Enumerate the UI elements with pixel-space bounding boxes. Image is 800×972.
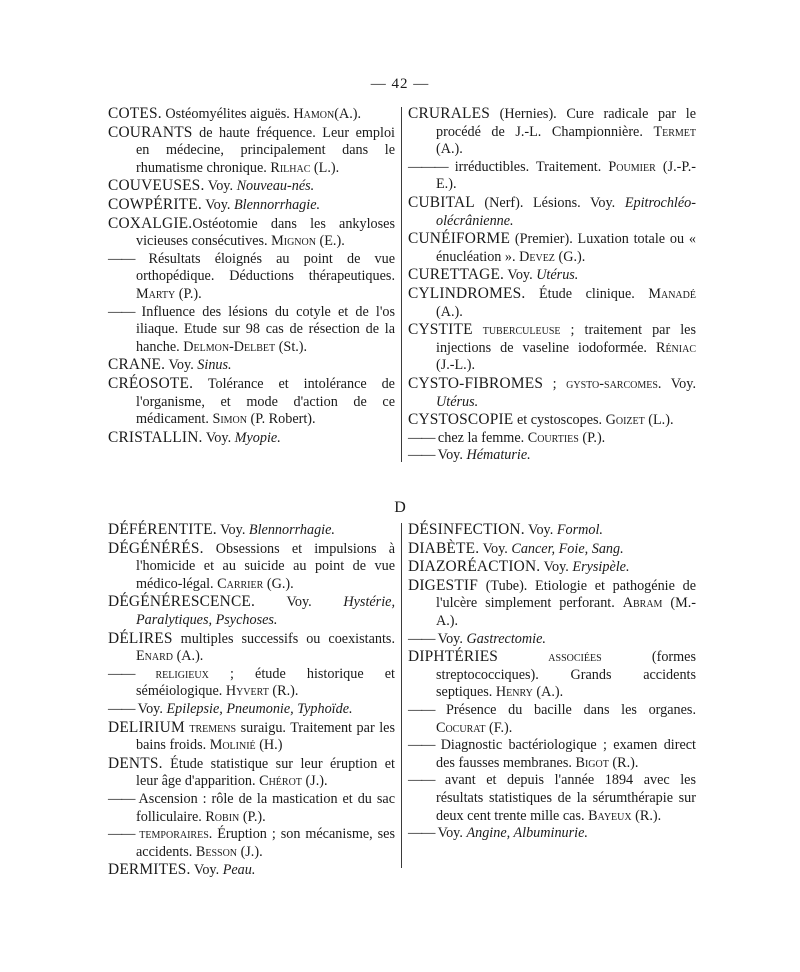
author-name: Termet [653,123,696,140]
entry-heading: DÉGÉNÉRESCENCE. [108,593,256,611]
author-name: Rilhac [270,159,311,176]
author-name: Manadé [648,285,696,302]
author-name: Marty [136,285,176,302]
index-column-left [108,521,395,880]
cross-reference: Cancer, Foie, Sang. [511,540,624,557]
entry-text: de haute fréquence. Leur emploi en médecine, principalement dans le rhumatisme chronique. [136,124,395,176]
index-entry [408,648,696,702]
column-divider [401,523,402,868]
column-divider [401,107,402,462]
author-name: Goizet [605,412,645,429]
repeat-dash: —— [408,701,435,718]
author-name: Mignon [271,233,316,250]
author-name: Besson [195,843,238,860]
repeat-dash: —— [108,303,135,320]
repeat-dash: —— [408,429,435,446]
index-entry [108,719,395,755]
cross-reference: Myopie. [234,429,281,446]
entry-text: (P.). [175,285,202,302]
cross-reference: Angine, Albuminurie. [466,825,588,842]
entry-heading: COXALGIE. [108,214,193,232]
author-name: Simon [212,411,247,428]
author-name: Henry [495,684,533,701]
entry-heading: CYLINDROMES. [408,284,526,302]
entry-heading: DERMITES. [108,861,191,879]
index-column-left [108,105,395,447]
entry-text: (G.). [554,248,586,265]
entry-text: (H.) [255,737,283,754]
cross-reference: Hystérie, Paralytiques, Psychoses. [136,594,395,628]
entry-text: Voy. [216,522,249,538]
index-entry [108,251,395,304]
entry-text: (Hernies). Cure radicale par le procédé de J.-L. Championnière. [436,106,696,140]
index-entry [108,124,395,178]
author-name: Réniac [655,339,696,356]
repeat-dash: ——— [408,158,448,175]
author-name: Molinié [209,737,256,754]
section-letter-heading: D [394,499,406,516]
entry-text: Voy. [255,594,344,611]
index-entry [408,266,696,285]
author-name: Hamon [293,106,335,122]
entry-text: Voy. [504,267,537,284]
entry-text: (J.). [237,843,263,860]
entry-text: Voy. [540,559,573,576]
entry-heading: CRURALES [408,105,490,122]
entry-heading: COWPÉRITE. [108,195,202,213]
author-name: religieux [134,665,209,682]
entry-text: (Tube). Etiologie et pathogénie de l'ulcère simplement perforant. [436,577,696,612]
entry-text: (A.). [173,648,204,665]
entry-heading: DIAZORÉACTION. [408,558,541,576]
index-entry [108,755,395,791]
entry-text: (formes streptococciques). Grands accidents septiques. [436,649,696,701]
entry-heading: DÉSINFECTION. [408,521,525,538]
entry-text: et cystoscopes. [513,412,606,429]
entry-text: (A.). [334,106,362,122]
index-entry [408,430,696,448]
entry-text: (G.). [263,575,294,592]
repeat-dash: —— [408,772,435,789]
entry-text: (J.-P.-E.). [436,158,696,193]
entry-text: irréductibles. Traitement. [447,158,609,175]
repeat-dash: —— [408,737,435,754]
entry-text: Tolérance et intolérance de l'organisme, et mode d'action de ce médicament. [136,375,395,428]
index-entry [108,826,395,861]
index-entry [408,772,696,825]
entry-heading: CRÉOSOTE. [108,374,194,392]
index-entry [408,702,696,737]
cross-reference: Formol. [556,522,603,538]
author-name: Chérot [259,773,302,790]
cross-reference: Epitrochléo-olécrânienne. [436,194,696,229]
entry-text: (J.-L.). [436,357,476,374]
cross-reference: Sinus. [197,357,232,374]
entry-heading: CYSTITE [408,321,473,339]
entry-heading: COURANTS [108,123,193,141]
entry-text: (E.). [315,233,345,250]
entry-text: (P. Robert). [247,411,316,428]
entry-heading: DÉLIRES [108,629,173,647]
entry-text: (R.). [268,683,299,700]
index-column-right [408,521,696,843]
entry-text: Ascension : rôle de la mastication et du sac folliculaire. [134,790,395,825]
repeat-dash: —— [108,250,135,267]
author-name: tuberculeuse [472,322,561,339]
index-entry [108,861,395,880]
entry-heading: CYSTOSCOPIE [408,411,514,429]
index-entry [408,825,696,843]
index-entry [108,356,395,375]
entry-text: Voy. [165,357,198,374]
entry-text: Voy. [479,540,512,557]
index-entry [108,791,395,826]
author-name: Bayeux [588,807,632,824]
index-entry [408,321,696,375]
index-entry [108,375,395,429]
entry-text: Ostéomyélites aiguës. [161,106,294,122]
entry-text: Influence des lésions du cotyle et de l'os iliaque. Etude sur 98 cas de résection de la hanche. [134,303,395,355]
entry-text: ; traitement par les injections de vaseline iodoformée. [436,322,696,356]
index-column-right [408,105,696,465]
entry-heading: CURETTAGE. [408,266,505,284]
entry-text: (P.). [578,429,606,446]
entry-heading: CUNÉIFORME [408,230,511,248]
page-number: — 42 — [370,76,430,92]
repeat-dash: —— [108,790,135,807]
entry-text: Voy. [190,862,223,879]
index-entry [408,447,696,465]
author-name: Poumier [608,158,656,175]
index-entry [108,593,395,629]
index-entry [108,540,395,594]
entry-heading: DIGESTIF [408,576,479,594]
author-name: gysto-sarcomes. [566,375,662,392]
entry-text: (M.-A.). [436,595,696,629]
entry-text: (Premier). Luxation totale ou « énucléation ». [436,231,696,265]
entry-heading: CUBITAL [408,193,475,211]
cross-reference: Hématurie. [466,447,531,464]
cross-reference: Nouveau-nés. [236,178,315,195]
author-name: Delmon-Delbet [183,338,276,355]
author-name: Abram [622,595,663,612]
entry-text: Résultats éloignés au point de vue orthopédique. Déductions thérapeutiques. [134,250,395,285]
entry-text: (A.). [436,303,463,320]
author-name: tremens [184,719,237,736]
index-entry [108,521,395,540]
entry-text: Voy. [202,429,235,446]
cross-reference: Blennorrhagie. [248,522,335,538]
entry-text: Voy. [434,630,467,647]
index-entry [408,521,696,540]
index-entry [108,105,395,124]
entry-text: (Nerf). Lésions. Voy. [474,194,625,211]
entry-text: suraigu. Traitement par les bains froids. [136,719,395,754]
entry-text: Voy. [134,700,167,717]
index-entry [108,196,395,215]
index-entry [408,631,696,649]
entry-text: Présence du bacille dans les organes. [434,701,696,718]
entry-text: (R.). [608,754,639,771]
repeat-dash: —— [408,447,435,464]
author-name: Carrier [217,575,264,592]
entry-text: multiples successifs ou coexistants. [172,630,395,647]
entry-text: Voy. [201,196,234,213]
entry-heading: DÉFÉRENTITE. [108,521,217,538]
index-entry [408,411,696,430]
entry-heading: COUVEUSES. [108,177,205,195]
entry-text: (L.). [310,159,340,176]
entry-text: Voy. [434,825,467,842]
cross-reference: Epilepsie, Pneumonie, Typhoïde. [166,700,353,717]
index-entry [408,230,696,266]
entry-text: (A.). [532,684,564,701]
entry-text: Obsessions et impulsions à l'homicide et au suicide au point de vue médico-légal. [136,540,395,592]
entry-text: (P.). [239,808,266,825]
entry-text: Ostéotomie dans les ankyloses vicieuses consécutives. [136,215,395,250]
index-entry [408,194,696,230]
index-entry [408,737,696,772]
entry-text: Étude clinique. [525,285,649,302]
entry-heading: DIPHTÉRIES [408,648,499,666]
entry-text: Voy. [434,447,467,464]
author-name: associées [498,649,602,666]
author-name: Cocurat [436,719,486,736]
index-entry [108,215,395,251]
entry-text: avant et depuis l'année 1894 avec les résultats statistiques de la sérumthérapie sur deux cent trente mille cas. [434,772,696,824]
entry-text: Voy. [204,178,237,195]
entry-text: (R.). [631,807,662,824]
index-entry [108,701,395,719]
index-entry [408,540,696,559]
index-entry [108,429,395,448]
cross-reference: Utérus. [436,393,479,410]
entry-text: chez la femme. [434,429,528,446]
entry-heading: CRISTALLIN. [108,428,203,446]
entry-heading: DELIRIUM [108,718,185,736]
entry-heading: COTES. [108,105,162,122]
entry-text: ; étude historique et séméiologique. [136,665,395,700]
entry-text: Étude statistique sur leur éruption et leur âge d'apparition. [136,755,395,790]
repeat-dash: —— [408,825,435,842]
cross-reference: Gastrectomie. [466,630,546,647]
entry-text: (St.). [275,338,308,355]
entry-text: ; [543,375,567,392]
repeat-dash: —— [408,630,435,647]
entry-heading: CRANE. [108,356,166,374]
index-entry [108,177,395,196]
entry-heading: CYSTO-FIBROMES [408,374,544,392]
entry-text: Voy. [524,522,557,538]
entry-text: (L.). [644,412,674,429]
entry-text: Diagnostic bactériologique ; examen direct des fausses membranes. [434,737,696,771]
entry-heading: DIABÈTE. [408,539,480,557]
author-name: temporaires. [134,826,213,843]
repeat-dash: —— [108,826,135,843]
index-entry [408,159,696,194]
repeat-dash: —— [108,665,135,682]
cross-reference: Erysipèle. [572,559,630,576]
author-name: Robin [205,808,240,825]
repeat-dash: —— [108,700,135,717]
cross-reference: Utérus. [536,267,579,284]
index-entry [408,375,696,411]
cross-reference: Blennorrhagie. [234,196,321,213]
index-entry [108,666,395,701]
index-entry [408,558,696,577]
author-name: Enard [136,648,174,665]
entry-text: Voy. [661,375,696,392]
entry-heading: DENTS. [108,754,163,772]
entry-heading: DÉGÉNÉRÉS. [108,539,204,557]
author-name: Hyvert [225,683,269,700]
entry-text: (J.). [301,773,328,790]
cross-reference: Peau. [222,862,256,879]
entry-text: (A.). [436,141,463,158]
index-entry [408,105,696,159]
entry-text: (F.). [485,719,513,736]
author-name: Courties [527,429,579,446]
author-name: Devez [519,248,555,265]
index-entry [408,285,696,321]
author-name: Bigot [575,754,609,771]
index-entry [108,304,395,357]
index-entry [108,630,395,666]
entry-text: Éruption ; son mécanisme, ses accidents. [136,826,395,860]
index-entry [408,577,696,631]
